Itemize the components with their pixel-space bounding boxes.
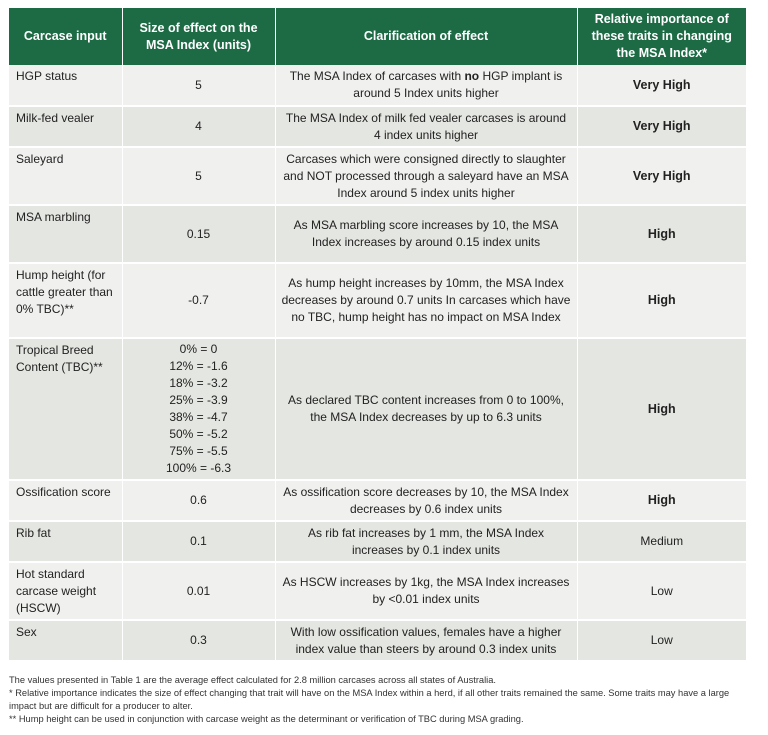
table-row (9, 263, 746, 338)
row-input: HGP status (9, 65, 122, 106)
row-input: Rib fat (9, 521, 122, 562)
header-size-of-effect: Size of effect on the MSA Index (units) (122, 8, 275, 65)
row-input: Hot standard carcase weight (HSCW) (9, 562, 122, 620)
table-row (9, 65, 746, 106)
row-importance: Medium (577, 521, 746, 562)
row-clarification (275, 65, 577, 106)
table-footnotes (9, 674, 754, 726)
row-input: Hump height (for cattle greater than 0% TBC)** (9, 263, 122, 338)
row-clarification: As rib fat increases by 1 mm, the MSA Index increases by 0.1 index units (275, 521, 577, 562)
row-input: Sex (9, 620, 122, 661)
table-row (9, 106, 746, 147)
row-clarification: As HSCW increases by 1kg, the MSA Index increases by <0.01 index units (275, 562, 577, 620)
msa-index-table-container (9, 8, 746, 662)
row-input: Tropical Breed Content (TBC)** (9, 338, 122, 480)
row-size: 0.15 (122, 205, 275, 263)
row-size: 0.6 (122, 480, 275, 521)
row-clarification: Carcases which were consigned directly to slaughter and NOT processed through a saleyard have an MSA Index around 5 index units higher (275, 147, 577, 205)
row-size-tbc-list (122, 338, 275, 480)
row-size: 0.1 (122, 521, 275, 562)
row-size: 0.01 (122, 562, 275, 620)
row-importance: High (577, 338, 746, 480)
row-importance: High (577, 263, 746, 338)
clarification-text: The MSA Index of carcases with (289, 69, 465, 83)
row-clarification: As declared TBC content increases from 0 to 100%, the MSA Index decreases by up to 6.3 units (275, 338, 577, 480)
table-row (9, 147, 746, 205)
tbc-value: 75% = -5.5 (169, 444, 228, 458)
table-header-row (9, 8, 746, 65)
header-relative-importance: Relative importance of these traits in changing the MSA Index* (577, 8, 746, 65)
row-input: MSA marbling (9, 205, 122, 263)
row-importance: Very High (577, 147, 746, 205)
table-row (9, 562, 746, 620)
table-row (9, 620, 746, 661)
table-row (9, 205, 746, 263)
tbc-value: 12% = -1.6 (169, 359, 228, 373)
row-importance: High (577, 480, 746, 521)
clarification-text: HGP implant is around 5 Index units higher (353, 69, 563, 100)
tbc-value: 38% = -4.7 (169, 410, 228, 424)
row-clarification: The MSA Index of milk fed vealer carcases is around 4 index units higher (275, 106, 577, 147)
table-row (9, 480, 746, 521)
row-clarification: As hump height increases by 10mm, the MSA Index decreases by around 0.7 units In carcases which have no TBC, hump height has no impact on MSA Index (275, 263, 577, 338)
tbc-value: 50% = -5.2 (169, 427, 228, 441)
header-clarification: Clarification of effect (275, 8, 577, 65)
row-clarification: With low ossification values, females have a higher index value than steers by around 0.3 index units (275, 620, 577, 661)
row-clarification: As MSA marbling score increases by 10, the MSA Index increases by around 0.15 index units (275, 205, 577, 263)
row-importance: Very High (577, 106, 746, 147)
footnote-relative-importance: * Relative importance indicates the size of effect changing that trait will have on the MSA Index within a herd, if all other traits remained the same. Some traits may have a large impact but are difficult for a producer to alter. (9, 688, 730, 711)
table-row (9, 521, 746, 562)
tbc-value: 18% = -3.2 (169, 376, 228, 390)
row-size: 4 (122, 106, 275, 147)
footnote-hump-height: ** Hump height can be used in conjunction with carcase weight as the determinant or verification of TBC during MSA grading. (9, 714, 524, 724)
msa-index-table (9, 8, 746, 662)
clarification-emphasis: no (464, 69, 480, 83)
row-clarification: As ossification score decreases by 10, the MSA Index decreases by 0.6 index units (275, 480, 577, 521)
row-input: Ossification score (9, 480, 122, 521)
footnote-values: The values presented in Table 1 are the average effect calculated for 2.8 million carcases across all states of Australia. (9, 675, 496, 685)
row-importance: Very High (577, 65, 746, 106)
header-carcase-input: Carcase input (9, 8, 122, 65)
row-size: 5 (122, 65, 275, 106)
row-size: 0.3 (122, 620, 275, 661)
tbc-value: 25% = -3.9 (169, 393, 228, 407)
row-importance: High (577, 205, 746, 263)
row-input: Milk-fed vealer (9, 106, 122, 147)
tbc-value: 100% = -6.3 (165, 461, 232, 475)
row-size: -0.7 (122, 263, 275, 338)
row-size: 5 (122, 147, 275, 205)
tbc-value: 0% = 0 (179, 342, 218, 356)
row-input: Saleyard (9, 147, 122, 205)
row-importance: Low (577, 620, 746, 661)
table-row (9, 338, 746, 480)
row-importance: Low (577, 562, 746, 620)
